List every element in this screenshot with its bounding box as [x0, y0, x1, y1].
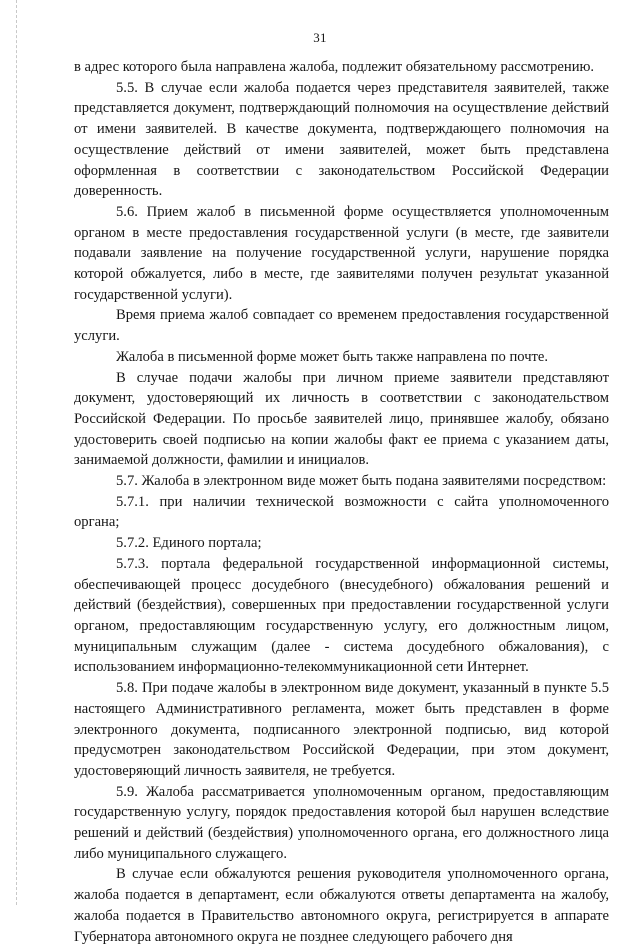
paragraph-5-7-1: 5.7.1. при наличии технической возможности с сайта уполномоченного органа;: [74, 493, 609, 531]
paragraph-by-mail: Жалоба в письменной форме может быть также направлена по почте.: [116, 348, 549, 365]
page-number: 31: [313, 30, 327, 45]
paragraph-5-6: 5.6. Прием жалоб в письменной форме осуществляется уполномоченным органом в месте предоставления государственной услуги (в месте, где заявители подавали заявление на получение государственной услуги, нарушение порядка которой обжалуется, либо в месте, где заявителями получен результат указанной государственной услуги).: [74, 203, 609, 303]
paragraph-5-5: 5.5. В случае если жалоба подается через представителя заявителей, также представляется документ, подтверждающий полномочия на осуществление действий от имени заявителей. В качестве документа, подтверждающего полномочия на осуществление действий от имени заявителей, может быть представлена оформленная в соответствии с законодательством Российской Федерации доверенность.: [74, 79, 609, 200]
paragraph-continuation: в адрес которого была направлена жалоба, подлежит обязательному рассмотрению.: [74, 59, 595, 75]
paragraph-5-7: 5.7. Жалоба в электронном виде может быть подана заявителями посредством:: [116, 473, 607, 490]
paragraph-5-7-3: 5.7.3. портала федеральной государственной информационной системы, обеспечивающей процесс досудебного (внесудебного) обжалования решений и действий (бездействия), совершенных при предоставлении государственной услуги органом, предоставляющим государственную услугу, его должностным лицом, муниципальным служащим (далее - система досудебного обжалования), с использованием информационно-телекоммуникационной сети Интернет.: [74, 555, 609, 676]
paragraph-5-7-2: 5.7.2. Единого портала;: [116, 535, 262, 552]
paragraph-reception-time: Время приема жалоб совпадает со временем предоставления государственной услуги.: [74, 307, 609, 345]
document-body: [74, 57, 609, 947]
paragraph-5-9: 5.9. Жалоба рассматривается уполномоченным органом, предоставляющим государственную услугу, порядок предоставления которой был нарушен вследствие решений и действий (бездействия) уполномоченного органа, его должностного лица либо муниципального служащего.: [74, 783, 609, 862]
paragraph-personal-reception: В случае подачи жалобы при личном приеме заявители представляют документ, удостоверяющий их личность в соответствии с законодательством Российской Федерации. По просьбе заявителей лицо, принявшее жалобу, обязано удостоверить своей подписью на копии жалобы факт ее приема с указанием даты, занимаемой должности, фамилии и инициалов.: [74, 369, 609, 469]
page-edge-line: [16, 0, 18, 905]
paragraph-appeal-head: В случае если обжалуются решения руководителя уполномоченного органа, жалоба подается в департамент, если обжалуются ответы департамента на жалобу, жалоба подается в Правительство автономного округа, регистрируется в аппарате Губернатора автономного округа не позднее следующего рабочего дня: [74, 866, 609, 945]
paragraph-5-8: 5.8. При подаче жалобы в электронном виде документ, указанный в пункте 5.5 настоящего Административного регламента, может быть представлен в форме электронного документа, подписанного электронной подписью, вид которой предусмотрен законодательством Российской Федерации, при этом документ, удостоверяющий личность заявителя, не требуется.: [74, 680, 609, 779]
